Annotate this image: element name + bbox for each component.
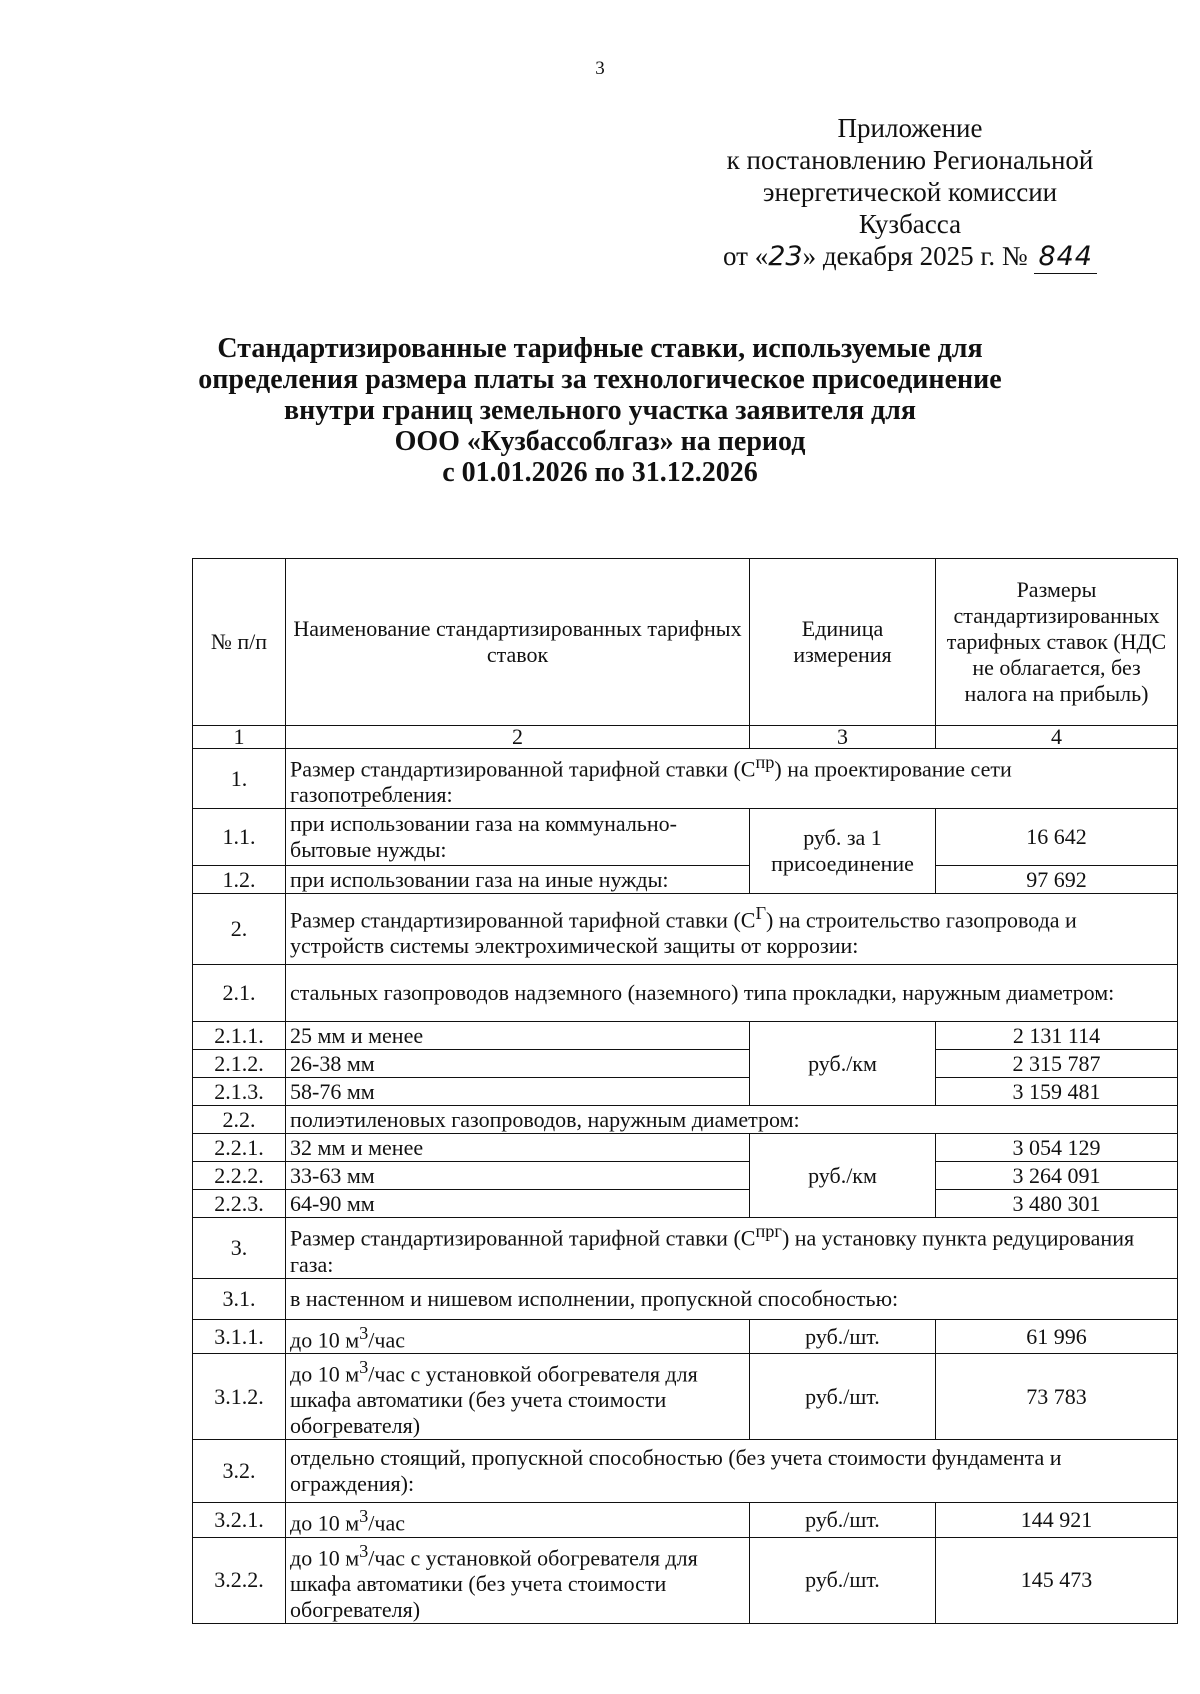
row-num: 1.1. [193, 809, 286, 866]
row-name [286, 1218, 1178, 1278]
row-name: 64-90 мм [286, 1190, 750, 1218]
row-name-text: до 10 м [290, 1544, 360, 1570]
table-row [193, 1218, 1178, 1278]
appendix-line: Кузбасса [858, 209, 962, 239]
title-line: внутри границ земельного участка заявителя для [284, 395, 916, 426]
row-name: полиэтиленовых газопроводов, наружным диаметром: [286, 1106, 1178, 1134]
handwritten-day: 23 [768, 241, 803, 272]
header-size: Размеры стандартизированных тарифных ставок (НДС не облагается, без налога на прибыль) [936, 559, 1178, 726]
table-row [193, 1078, 1178, 1106]
row-unit: руб./шт. [750, 1503, 936, 1537]
row-unit: руб. за 1 присоединение [750, 809, 936, 894]
row-value: 3 159 481 [936, 1078, 1178, 1106]
row-unit: руб./км [750, 1134, 936, 1218]
colnum: 3 [750, 726, 936, 749]
row-num: 2.1. [193, 965, 286, 1022]
colnum: 4 [936, 726, 1178, 749]
row-value: 3 054 129 [936, 1134, 1178, 1162]
row-num: 3. [193, 1218, 286, 1278]
table-row [193, 1162, 1178, 1190]
row-name: отдельно стоящий, пропускной способностью (без учета стоимости фундамента и ограждения): [286, 1440, 1178, 1503]
appendix-block [660, 112, 1160, 274]
table-row [193, 1190, 1178, 1218]
page-number: 3 [595, 58, 605, 79]
row-name: 33-63 мм [286, 1162, 750, 1190]
table-row [193, 1050, 1178, 1078]
row-num: 1.2. [193, 866, 286, 894]
row-name-sup: 3 [359, 1356, 369, 1377]
row-name-sup: Г [755, 902, 767, 923]
row-name-sup: пр [755, 752, 775, 772]
row-num: 2.2.3. [193, 1190, 286, 1218]
row-value: 97 692 [936, 866, 1178, 894]
row-num: 2.2.1. [193, 1134, 286, 1162]
row-value: 144 921 [936, 1503, 1178, 1537]
row-name: 32 мм и менее [286, 1134, 750, 1162]
appendix-line: Приложение [837, 113, 983, 143]
table-header-row [193, 559, 1178, 726]
table-row [193, 1278, 1178, 1319]
row-name-text: ) на установку пункта редуцирования газа: [290, 1225, 1135, 1277]
row-name: при использовании газа на иные нужды: [286, 866, 750, 894]
row-unit: руб./шт. [750, 1537, 936, 1623]
row-num: 2.2. [193, 1106, 286, 1134]
row-name-text: /час [368, 1510, 406, 1536]
table-row [193, 1537, 1178, 1623]
row-num: 3.1.1. [193, 1319, 286, 1353]
table-colnum-row [193, 726, 1178, 749]
row-name-text: до 10 м [290, 1326, 360, 1352]
row-name [286, 1537, 750, 1623]
row-name-text: Размер стандартизированной тарифной ставки (С [290, 906, 756, 932]
tariff-table [192, 558, 1178, 1624]
row-num: 3.2.1. [193, 1503, 286, 1537]
row-name-text: Размер стандартизированной тарифной ставки (С [290, 1225, 756, 1251]
row-value: 61 996 [936, 1319, 1178, 1353]
row-unit: руб./шт. [750, 1319, 936, 1353]
row-value: 2 131 114 [936, 1022, 1178, 1050]
table-row [193, 1353, 1178, 1439]
appendix-line: энергетической комиссии [762, 177, 1058, 207]
colnum: 2 [286, 726, 750, 749]
title-line: Стандартизированные тарифные ставки, используемые для [217, 333, 983, 364]
row-unit: руб./шт. [750, 1353, 936, 1439]
table-row [193, 749, 1178, 809]
row-value: 73 783 [936, 1353, 1178, 1439]
title-line: с 01.01.2026 по 31.12.2026 [442, 457, 758, 488]
title-line: ООО «Кузбассоблгаз» на период [394, 426, 806, 457]
row-value: 145 473 [936, 1537, 1178, 1623]
table-row [193, 894, 1178, 965]
row-name-sup: прг [755, 1221, 782, 1242]
appendix-line: к постановлению Региональной [726, 145, 1094, 175]
row-name-text: /час [368, 1326, 406, 1352]
row-value: 16 642 [936, 809, 1178, 866]
table-row [193, 1022, 1178, 1050]
row-num: 3.1.2. [193, 1353, 286, 1439]
row-num: 2.2.2. [193, 1162, 286, 1190]
table-row [193, 965, 1178, 1022]
table-row [193, 1134, 1178, 1162]
table-row [193, 809, 1178, 866]
handwritten-doc-number: 844 [1034, 241, 1097, 274]
table-row [193, 866, 1178, 894]
row-name-sup: 3 [359, 1540, 369, 1561]
header-unit: Единица измерения [750, 559, 936, 726]
row-name-text: Размер стандартизированной тарифной ставки (С [290, 756, 756, 782]
row-name [286, 1503, 750, 1537]
header-name: Наименование стандартизированных тарифных ставок [286, 559, 750, 726]
row-num: 3.1. [193, 1278, 286, 1319]
row-name: 26-38 мм [286, 1050, 750, 1078]
row-name-sup: 3 [359, 1506, 369, 1527]
row-name-text: ) на проектирование сети газопотребления: [290, 756, 1012, 808]
row-name: 25 мм и менее [286, 1022, 750, 1050]
date-prefix: от « [723, 241, 769, 271]
row-num: 3.2.2. [193, 1537, 286, 1623]
row-num: 2.1.2. [193, 1050, 286, 1078]
colnum: 1 [193, 726, 286, 749]
row-name [286, 1353, 750, 1439]
row-num: 3.2. [193, 1440, 286, 1503]
table-row [193, 1319, 1178, 1353]
row-num: 1. [193, 749, 286, 809]
row-name-text: до 10 м [290, 1361, 360, 1387]
row-value: 3 264 091 [936, 1162, 1178, 1190]
table-row [193, 1106, 1178, 1134]
row-name-text: /час с установкой обогревателя для шкафа автоматики (без учета стоимости обогревателя) [290, 1544, 698, 1622]
row-value: 2 315 787 [936, 1050, 1178, 1078]
row-name: стальных газопроводов надземного (наземного) типа прокладки, наружным диаметром: [286, 965, 1178, 1022]
document-title [0, 333, 1200, 488]
table-row [193, 1503, 1178, 1537]
row-name-text: ) на строительство газопровода и устройств системы электрохимической защиты от коррозии: [290, 906, 1077, 958]
row-name [286, 1319, 750, 1353]
row-name [286, 749, 1178, 809]
row-name: 58-76 мм [286, 1078, 750, 1106]
row-name: в настенном и нишевом исполнении, пропускной способностью: [286, 1278, 1178, 1319]
row-value: 3 480 301 [936, 1190, 1178, 1218]
table-row [193, 1440, 1178, 1503]
row-num: 2.1.1. [193, 1022, 286, 1050]
header-num: № п/п [193, 559, 286, 726]
row-name [286, 894, 1178, 965]
row-name-text: до 10 м [290, 1510, 360, 1536]
date-suffix: » декабря 2025 г. № [802, 241, 1028, 271]
row-unit: руб./км [750, 1022, 936, 1106]
title-line: определения размера платы за технологическое присоединение [198, 364, 1002, 395]
row-num: 2. [193, 894, 286, 965]
row-name: при использовании газа на коммунально-бытовые нужды: [286, 809, 750, 866]
row-name-text: /час с установкой обогревателя для шкафа автоматики (без учета стоимости обогревателя) [290, 1361, 698, 1439]
row-name-sup: 3 [359, 1322, 369, 1343]
row-num: 2.1.3. [193, 1078, 286, 1106]
appendix-date-line [660, 240, 1160, 274]
